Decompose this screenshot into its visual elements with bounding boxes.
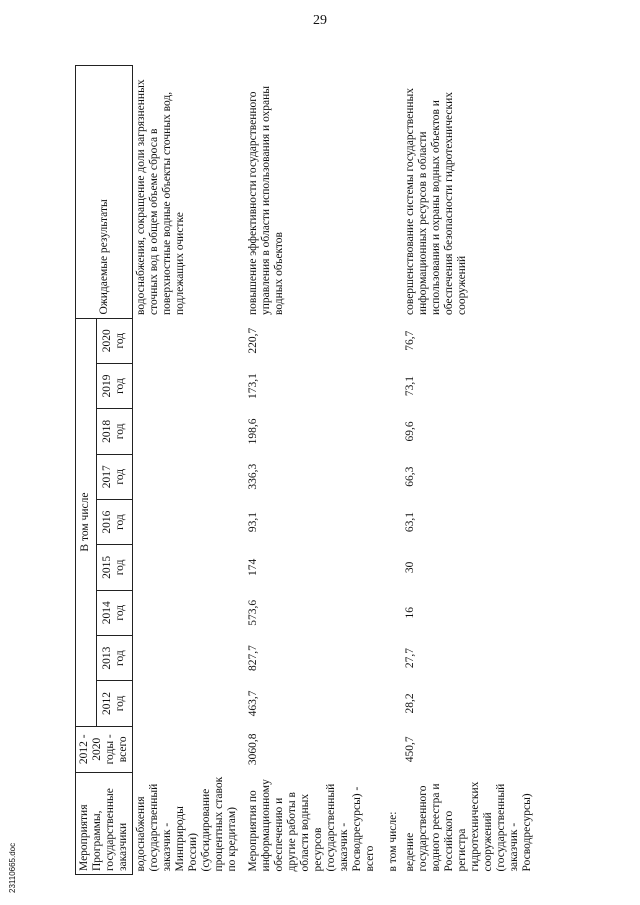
header-year: 2012 год <box>96 681 132 726</box>
row-value <box>133 454 245 499</box>
header-total: 2012 - 2020 годы - всего <box>76 726 133 772</box>
row-value: 73,1 <box>403 375 416 397</box>
row-total <box>133 726 245 772</box>
row-value: 69,6 <box>403 421 416 442</box>
row-value: 174 <box>246 558 259 577</box>
row-value: 198,6 <box>246 418 259 445</box>
page-number: 29 <box>313 13 327 28</box>
program-table <box>75 65 536 875</box>
row-value: 573,6 <box>246 599 259 626</box>
header-year: 2015 год <box>96 545 132 590</box>
row-value: 336,3 <box>246 463 259 490</box>
table-row <box>133 66 245 875</box>
row-value: 173,1 <box>246 373 259 399</box>
header-year: 2014 год <box>96 590 132 635</box>
header-year: 2017 год <box>96 454 132 499</box>
row-value: 27,7 <box>403 648 416 669</box>
row-name: Мероприятия по информационному обеспечению и другие работы в области водных ресурсов (государственный заказчик - Росводресурсы) - всего <box>246 779 376 872</box>
row-value <box>133 318 245 363</box>
row-value: 28,2 <box>403 693 416 714</box>
row-value <box>133 545 245 590</box>
table-row <box>245 66 385 875</box>
row-name: водоснабжения (государственный заказчик - Минприроды России) (субсидирование процентных ставок по кредитам) <box>135 776 238 872</box>
header-name: Мероприятия Программы, государственные заказчики <box>76 772 133 874</box>
row-value <box>133 590 245 635</box>
header-year: 2016 год <box>96 499 132 544</box>
row-result: повышение эффективности государственного управления в области использования и охраны водных объектов <box>246 85 285 316</box>
row-value: 463,7 <box>246 690 259 717</box>
rotated-table-container <box>75 65 580 875</box>
row-result: совершенствование системы государственных информационных ресурсов в области использования и охраны водных объектов и обеспечения безопасности гидротехнических сооружений <box>403 88 468 316</box>
header-result: Ожидаемые результаты <box>76 66 133 319</box>
table-row <box>402 66 536 875</box>
header-group: В том числе <box>76 318 97 726</box>
row-value <box>133 409 245 454</box>
row-total: 3060,8 <box>246 733 259 766</box>
row-value <box>133 499 245 544</box>
header-year: 2020 год <box>96 318 132 363</box>
footer-code: 23110665.doc <box>8 842 17 893</box>
row-result: водоснабжения, сокращение доли загрязненных сточных вод в общем объеме сброса в поверхностные водные объекты сточных вод, подлежащих очистке <box>135 79 186 316</box>
row-value <box>133 635 245 680</box>
header-year: 2018 год <box>96 409 132 454</box>
table-row <box>385 66 402 875</box>
row-value: 30 <box>403 561 416 574</box>
header-year: 2019 год <box>96 363 132 408</box>
row-value: 16 <box>403 607 416 619</box>
row-value: 76,7 <box>403 330 416 351</box>
row-total: 450,7 <box>403 736 416 763</box>
row-value: 827,7 <box>246 645 259 672</box>
row-value: 93,1 <box>246 512 259 533</box>
row-name: в том числе: <box>386 811 399 872</box>
row-value <box>133 363 245 408</box>
row-value <box>133 681 245 726</box>
row-value: 220,7 <box>246 327 259 354</box>
header-year: 2013 год <box>96 635 132 680</box>
row-name: ведение государственного водного реестра и Российского регистра гидротехнических сооружений (государственный заказчик - Росводресурсы) <box>403 781 533 872</box>
row-value: 66,3 <box>403 466 416 487</box>
row-value: 63,1 <box>403 512 416 533</box>
